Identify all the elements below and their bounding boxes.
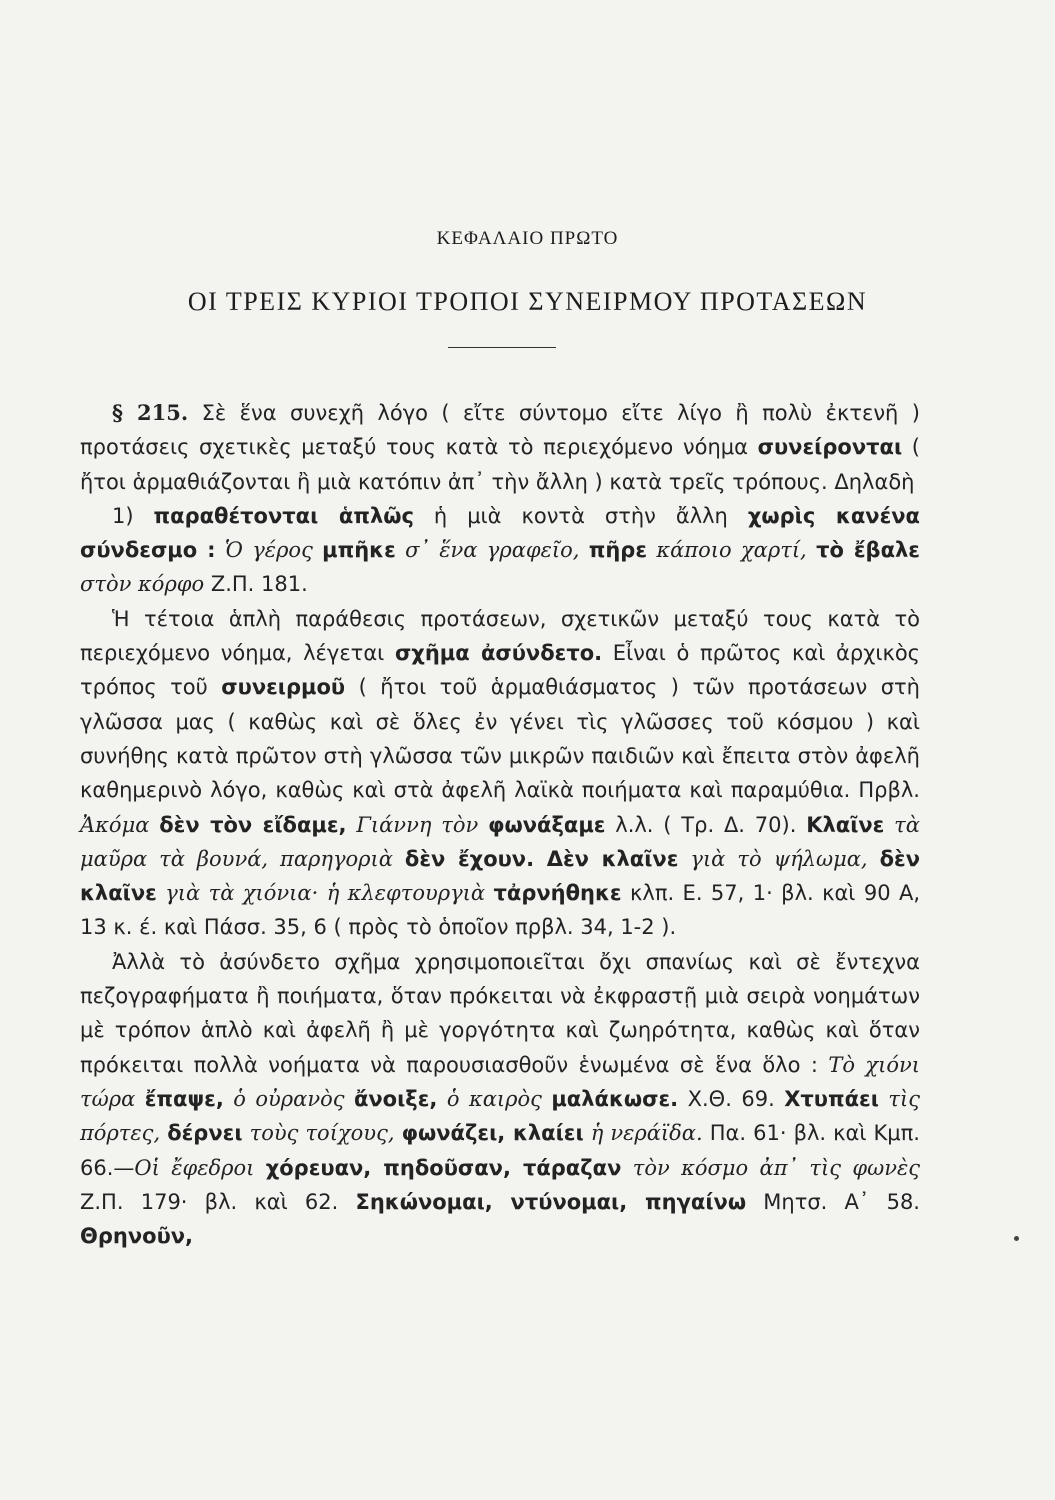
section-body (80, 396, 920, 1253)
italic-quote: Γιάννη τὸν (346, 812, 489, 837)
italic-quote: τοὺς τοίχους, (242, 1121, 402, 1146)
italic-quote: γιὰ τὰ χιόνια· ἡ κλεφτουργιὰ (156, 881, 494, 906)
bold-term: πῆρε (588, 538, 648, 563)
italic-quote: Τὸ χιόνι τώρα (80, 1052, 920, 1111)
citation: Πα. 61· βλ. καὶ Κμπ. 66.— (80, 1121, 920, 1180)
chapter-title: ΟΙ ΤΡΕΙΣ ΚΥΡΙΟΙ ΤΡΟΠΟΙ ΣΥΝΕΙΡΜΟΥ ΠΡΟΤΑΣΕΩΝ (187, 287, 868, 316)
bold-term: δὲν ἔχουν. Δὲν κλαῖνε (404, 846, 679, 871)
bold-term: μαλάκωσε. (551, 1086, 679, 1111)
text-run: 1) (112, 503, 154, 528)
bold-term: Θρηνοῦν, (80, 1224, 194, 1249)
text-run: ἡ μιὰ κοντὰ στὴν ἄλλη (413, 503, 748, 528)
bold-term: δέρνει (167, 1121, 243, 1146)
text-run: Σὲ ἕνα συνεχῆ λόγο ( εἴτε σύντομο εἴτε λίγο ἢ πολὺ ἐκτενῆ ) προτάσεις σχετικὲς μεταξύ τους κατὰ τὸ περιεχόμενο νόημα (80, 401, 920, 460)
text-run: Εἶναι ὁ πρῶτος καὶ ἀρχικὸς τρόπος τοῦ (80, 641, 920, 700)
citation: Ζ.Π. 181. (204, 572, 308, 597)
bold-term: παραθέτονται ἁπλῶς (153, 503, 414, 528)
italic-quote: γιὰ τὸ ψήλωμα, (678, 846, 880, 871)
bold-term: φωνάξαμε (488, 812, 606, 837)
ink-speck (1014, 1236, 1019, 1241)
bold-term: Σηκώνομαι, ντύνομαι, πηγαίνω (355, 1189, 747, 1214)
text-run: ( ἤτοι ἁρμαθιάζονται ἢ μιὰ κατόπιν ἀπ᾽ τὴν ἄλλη ) κατὰ τρεῖς τρόπους. Δηλαδὴ (80, 435, 920, 494)
italic-quote: Ὁ γέρος (215, 538, 323, 563)
bold-term: Κλαῖνε (806, 812, 885, 837)
bold-term: δὲν τὸν εἴδαμε, (159, 812, 347, 837)
italic-quote: ὁ καιρὸς (437, 1086, 552, 1111)
paragraph-3 (80, 602, 920, 945)
text-run: ( ἤτοι τοῦ ἁρμαθιάσματος ) τῶν προτάσεων στὴ γλῶσσα μας ( καθὼς καὶ σὲ ὅλες ἐν γένει τὶς γλῶσσες τοῦ κόσμου ) καὶ συνήθης κατὰ πρῶτον στὴ γλῶσσα τῶν μικρῶν παιδιῶν καὶ ἔπειτα στὸν ἀφελῆ καθημερινὸ λόγο, καθὼς καὶ στὰ ἀφελῆ λαϊκὰ ποιήματα καὶ παραμύθια. Πρβλ. (80, 675, 920, 803)
bold-term: δὲν κλαῖνε (80, 846, 920, 906)
citation: Ζ.Π. 179· βλ. καὶ 62. (80, 1189, 356, 1214)
bold-term: ἄνοιξε, (353, 1086, 438, 1111)
italic-quote: Ἀκόμα (80, 812, 160, 837)
bold-term: τἀρνήθηκε (493, 881, 622, 906)
italic-quote: τὰ μαῦρα τὰ βουνά, παρηγοριὰ (80, 812, 920, 871)
citation: Μητσ. Α᾽ 58. (746, 1189, 920, 1214)
italic-quote: ἡ νεράϊδα. (583, 1121, 703, 1146)
paragraph-4 (80, 945, 920, 1254)
bold-term: ἔπαψε, (144, 1086, 224, 1111)
italic-quote: κάποιο χαρτί, (647, 538, 817, 563)
text-run: Ἀλλὰ τὸ ἀσύνδετο σχῆμα χρησιμοποιεῖται ὄχι σπανίως καὶ σὲ ἔντεχνα πεζογραφήματα ἢ ποιήματα, ὅταν πρόκειται νὰ ἐκφραστῇ μιὰ σειρὰ νοημάτων μὲ τρόπον ἁπλὸ καὶ ἀφελῆ ἢ μὲ γοργότητα καὶ ζωηρότητα, καθὼς καὶ ὅταν πρόκειται πολλὰ νοήματα νὰ παρουσιασθοῦν ἑνωμένα σὲ ἕνα ὅλο : (80, 949, 920, 1077)
bold-term: τὸ ἔβαλε (816, 538, 920, 563)
bold-term: Χτυπάει (784, 1086, 879, 1111)
bold-term: συνειρμοῦ (221, 675, 346, 700)
italic-quote: Οἱ ἔφεδροι (134, 1155, 266, 1180)
bold-term: σχῆμα ἀσύνδετο. (394, 641, 603, 666)
bold-term: χόρευαν, πηδοῦσαν, τάραζαν (265, 1155, 622, 1180)
italic-quote: τὸν κόσμο ἀπ᾽ τὶς φωνὲς (621, 1155, 921, 1180)
italic-quote: στὸν κόρφο (80, 572, 205, 597)
bold-term: συνείρονται (757, 435, 903, 460)
text-run: Ἡ τέτοια ἁπλὴ παράθεσις προτάσεων, σχετικῶν μεταξύ τους κατὰ τὸ περιεχόμενο νόημα, λέγεται (80, 606, 920, 666)
citation: Χ.Θ. 69. (678, 1086, 785, 1111)
bold-term: φωνάζει, κλαίει (401, 1121, 584, 1146)
bold-term: μπῆκε (322, 538, 396, 563)
section-number: § 215. (112, 400, 189, 425)
bold-term: χωρὶς κανένα σύνδεσμο : (80, 503, 920, 563)
title-divider (448, 347, 556, 348)
italic-quote: ὁ οὐρανὸς (223, 1086, 354, 1111)
italic-quote: σ᾽ ἕνα γραφεῖο, (395, 538, 589, 563)
citation: κλπ. Ε. 57, 1· βλ. καὶ 90 Α, 13 κ. έ. καὶ Πάσσ. 35, 6 ( πρὸς τὸ ὁποῖον πρβλ. 34, 1-2 ). (80, 881, 921, 940)
italic-quote: τὶς πόρτες, (80, 1086, 920, 1146)
chapter-label: ΚΕΦΑΛΑΙΟ ΠΡΩΤΟ (436, 228, 619, 249)
paragraph-2 (80, 499, 920, 602)
paragraph-1 (80, 396, 920, 499)
citation: λ.λ. ( Τρ. Δ. 70). (605, 812, 807, 837)
